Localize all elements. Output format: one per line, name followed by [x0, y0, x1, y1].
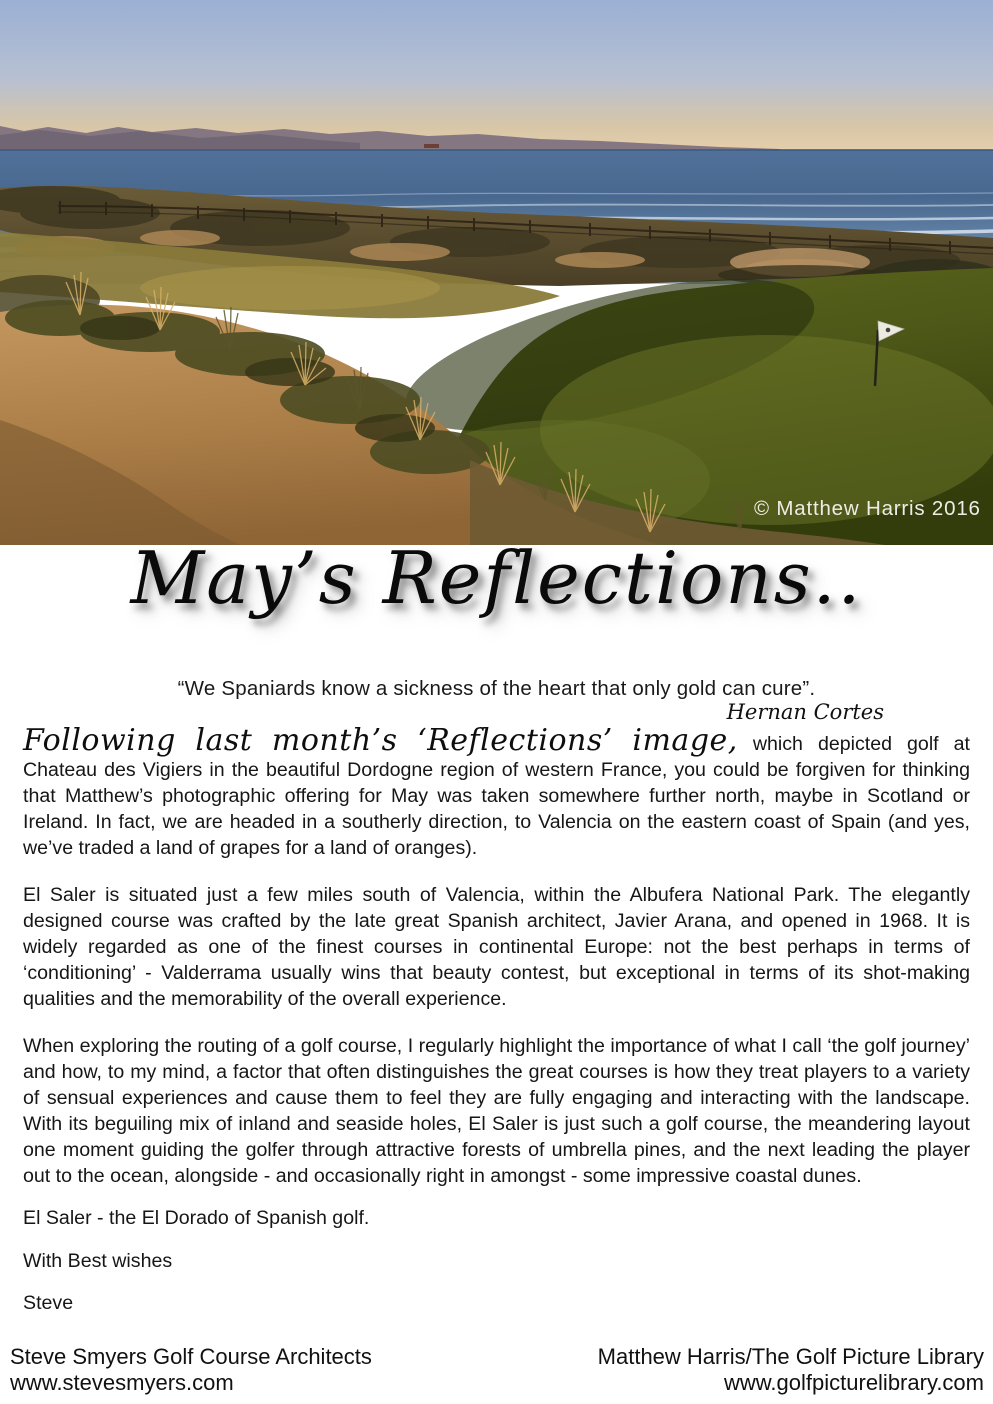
- quote-attribution: Hernan Cortes: [726, 700, 884, 724]
- footer-left-url: www.stevesmyers.com: [10, 1370, 234, 1395]
- paragraph-1: [23, 723, 970, 861]
- photo-credit: © Matthew Harris 2016: [754, 497, 981, 520]
- quote-text: “We Spaniards know a sickness of the heart that only gold can cure”.: [177, 677, 816, 700]
- footer-right-url: www.golfpicturelibrary.com: [723, 1370, 984, 1395]
- ship: [424, 144, 439, 148]
- page-title: May’s Reflections..: [130, 536, 863, 620]
- footer-left-name: Steve Smyers Golf Course Architects: [10, 1344, 372, 1369]
- paragraph-3: When exploring the routing of a golf course, I regularly highlight the importance of what I call ‘the golf journey’ and how, to my mind, a factor that often distinguishes the great courses is how they treat players to a variety of sensual experiences and cause them to feel they are fully engaging and interacting with the landscape. With its beguiling mix of inland and seaside holes, El Saler is just such a golf course, the meandering layout one moment guiding the golfer through attractive forests of umbrella pines, and the next leading the player out to the ocean, alongside - and occasionally right in amongst - some impressive coastal dunes.: [23, 1035, 970, 1187]
- grass-highlight: [140, 266, 440, 310]
- footer-right: [598, 1344, 984, 1396]
- header-photo: [0, 0, 993, 545]
- signoff-line: With Best wishes: [23, 1250, 173, 1272]
- paragraph-1-lead: Following last month’s ‘Reflections’ image,: [23, 723, 738, 758]
- paragraph-1-text: which depicted golf at Chateau des Vigiers in the beautiful Dordogne region of western France, you could be forgiven for thinking that Matthew’s photographic offering for May was taken somewhere further north, maybe in Scotland or Ireland. In fact, we are headed in a southerly direction, to Valencia on the eastern coast of Spain (and yes, we’ve traded a land of grapes for a land of oranges).: [23, 733, 970, 859]
- horizon-line: [0, 149, 993, 151]
- footer-left: [10, 1344, 372, 1396]
- closing-line: El Saler - the El Dorado of Spanish golf.: [23, 1207, 370, 1229]
- golf-course-photo: [0, 0, 993, 545]
- paragraph-2: El Saler is situated just a few miles south of Valencia, within the Albufera National Park. The elegantly designed course was crafted by the late great Spanish architect, Javier Arana, and opened in 1968. It is widely regarded as one of the finest courses in continental Europe: not the best perhaps in terms of ‘conditioning’ - Valderrama usually wins that beauty contest, but exceptional in terms of its shot-making qualities and the memorability of the overall experience.: [23, 884, 970, 1010]
- footer-right-name: Matthew Harris/The Golf Picture Library: [597, 1344, 984, 1369]
- signature-line: Steve: [23, 1292, 74, 1314]
- article-body: [23, 723, 970, 1210]
